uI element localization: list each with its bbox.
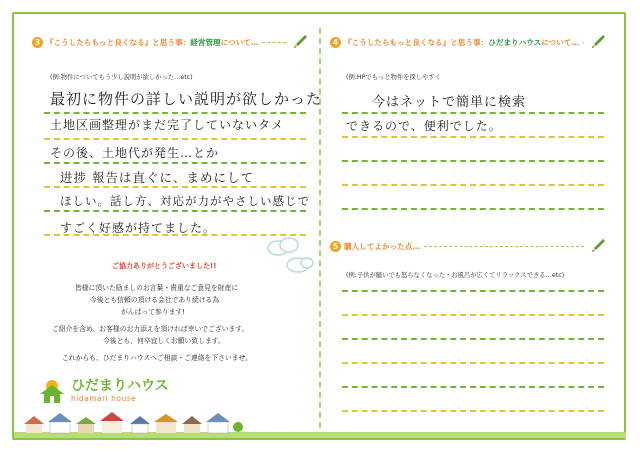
pencil-icon xyxy=(292,34,308,50)
section4-title-suffix: について… xyxy=(541,37,580,47)
section5-number: 5 xyxy=(330,241,341,252)
section3-title xyxy=(46,37,258,48)
section3-header-rule xyxy=(262,42,286,43)
section4-rule xyxy=(342,208,604,210)
thanks-title: ご協力ありがとうございました!! xyxy=(112,262,217,270)
section4-rule xyxy=(342,136,604,138)
section5-rule xyxy=(342,290,604,292)
section3-title-prefix: 『こうしたらもっと良くなる』と思う事： xyxy=(46,37,191,47)
section4-rule xyxy=(342,160,604,162)
houses-illustration xyxy=(14,410,626,438)
thanks-line: 今後とも信頼の頂ける会社であり続ける為 xyxy=(90,296,220,304)
section5-header xyxy=(330,238,606,254)
company-logo xyxy=(38,378,169,404)
section3-number: 3 xyxy=(32,37,43,48)
section3-title-highlight: 経営管理 xyxy=(190,37,221,47)
section4-header-rule xyxy=(583,42,584,43)
section3-header xyxy=(32,34,308,50)
section4-prompt: (例:HPでもっと物件を探しやすく xyxy=(346,74,441,81)
section3-rule xyxy=(44,112,306,114)
section3-handwritten-line: 最初に物件の詳しい説明が欲しかった xyxy=(50,90,323,108)
section5-rule xyxy=(342,410,604,412)
section3-title-suffix: について… xyxy=(220,37,259,47)
section3-handwritten-line: 进捗 報告は直ぐに、まめにして xyxy=(60,170,254,185)
section4-number: 4 xyxy=(330,37,341,48)
thanks-line: これからも、ひだまりハウスへご相談・ご連絡を下さいませ。 xyxy=(62,354,252,362)
logo-sub: hidamari house xyxy=(71,394,137,403)
section4-handwritten-line: できるので、便利でした。 xyxy=(346,119,502,133)
section5-rule xyxy=(342,362,604,364)
section4-header xyxy=(330,34,606,50)
cloud-icon xyxy=(262,236,314,276)
section3-handwritten-line: その後、土地代が発生…とか xyxy=(50,146,220,160)
section3-handwritten-line: 土地区画整理がまだ完了していないタメ xyxy=(50,118,285,132)
section5-rule xyxy=(342,314,604,316)
section5-rule xyxy=(342,338,604,340)
thanks-line: ご紹介を含め、お客様のお力添えを頂ければ幸いでございます。 xyxy=(52,325,249,333)
thanks-line: がんばって参ります! xyxy=(121,308,185,316)
section3-prompt: (例:物件についてもう少し説明が欲しかった…etc) xyxy=(50,74,193,81)
house-logo-icon xyxy=(38,378,66,404)
section4-title-prefix: 『こうしたらもっと良くなる』と思う事： xyxy=(344,37,489,47)
section3-handwritten-line: ほしい。話し方、対応が力がやさしい感じで xyxy=(60,194,310,208)
section3-handwritten-line: すごく好感が持てました。 xyxy=(60,221,217,235)
pencil-icon xyxy=(590,34,606,50)
section3-rule xyxy=(44,162,306,164)
section5-title: 購入してよかった点… xyxy=(344,241,420,251)
section4-title xyxy=(344,37,579,48)
section4-rule xyxy=(342,112,604,114)
thanks-line: 皆様に頂いた励ましのお言葉・貴重なご意見を財産に xyxy=(75,284,239,292)
thanks-line: 今後とも、何卒宜しくお願い致します。 xyxy=(103,337,225,345)
section3-rule xyxy=(44,138,306,140)
section5-header-rule xyxy=(424,246,584,247)
section3-rule xyxy=(44,186,306,188)
section5-rule xyxy=(342,386,604,388)
pencil-icon xyxy=(590,238,606,254)
section3-rule xyxy=(44,210,306,212)
logo-name: ひだまりハウス xyxy=(71,378,169,394)
section4-handwritten-line: 今はネットで簡単に検索 xyxy=(372,95,527,110)
section4-title-highlight: ひだまりハウス xyxy=(488,37,542,47)
section4-rule xyxy=(342,184,604,186)
section5-prompt: (例:子供が騒いでも怒らなくなった・お風呂が広くてリラックスできる…etc) xyxy=(346,272,565,279)
